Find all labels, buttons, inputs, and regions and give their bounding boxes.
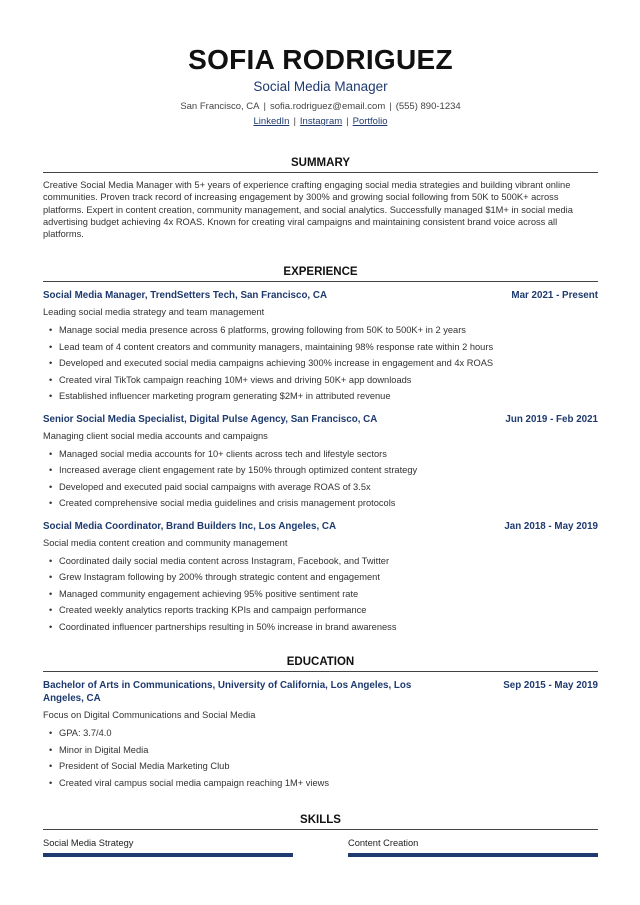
separator: | [346,116,349,127]
skill-bar [348,853,598,857]
section-title-experience: EXPERIENCE [43,265,598,282]
job-description: Social media content creation and community management [43,537,288,548]
bullet-item: • Developed and executed paid social campaigns with average ROAS of 3.5x [43,479,598,496]
education-header [43,679,598,705]
education-dates: Sep 2015 - May 2019 [503,680,598,692]
section-title-summary: SUMMARY [43,156,598,173]
skill-level-fill [348,853,598,857]
education-bullets [43,725,598,791]
summary-section [43,156,598,240]
job-header [43,289,598,302]
bullet-item: • Grew Instagram following by 200% through strategic content and engagement [43,569,598,586]
bullet-item: • President of Social Media Marketing Club [43,758,598,775]
job-bullets [43,553,598,636]
education-description: Focus on Digital Communications and Social Media [43,710,256,721]
skill-item [348,837,598,857]
bullet-item: • Managed community engagement achieving 95% positive sentiment rate [43,586,598,603]
bullet-item: • Increased average client engagement rate by 150% through optimized content strategy [43,462,598,479]
portfolio-link[interactable]: Portfolio [352,116,388,127]
job-description: Managing client social media accounts and campaigns [43,430,268,441]
bullet-item: • Manage social media presence across 6 platforms, growing following from 50K to 500K+ in 2 years [43,322,598,339]
job-entry [43,520,598,636]
bullet-item: • Created weekly analytics reports tracking KPIs and campaign performance [43,602,598,619]
skill-level-fill [43,853,293,857]
skill-item [43,837,293,857]
education-entry [43,679,598,791]
education-section [43,655,598,791]
contact-line [43,100,598,113]
bullet-item: • Created comprehensive social media guidelines and crisis management protocols [43,495,598,512]
profile-links [43,115,598,128]
skills-row [43,837,598,857]
job-description: Leading social media strategy and team management [43,307,265,318]
phone-text: (555) 890-1234 [395,101,461,112]
skills-section [43,813,598,857]
skill-bar [43,853,293,857]
bullet-item: • Managed social media accounts for 10+ clients across tech and lifestyle sectors [43,446,598,463]
bullet-item: • Created viral campus social media campaign reaching 1M+ views [43,775,598,792]
job-title: Senior Social Media Specialist, Digital Pulse Agency, San Francisco, CA [43,413,378,425]
location-text: San Francisco, CA [180,101,260,112]
separator: | [389,101,392,112]
job-bullets [43,322,598,405]
linkedin-link[interactable]: LinkedIn [253,116,290,127]
separator: | [263,101,266,112]
bullet-item: • Developed and executed social media campaigns achieving 300% increase in engagement and 4x ROAS [43,355,598,372]
separator: | [293,116,296,127]
job-header [43,413,598,426]
section-title-skills: SKILLS [43,813,598,830]
job-dates: Jun 2019 - Feb 2021 [505,413,598,425]
candidate-name: SOFIA RODRIGUEZ [188,44,453,75]
section-title-education: EDUCATION [43,655,598,672]
experience-section [43,265,598,635]
summary-text: Creative Social Media Manager with 5+ years of experience crafting engaging social media strategies and building vibrant online communities. Proven track record of increasing engagement by 300% and growing social following from 50K to 500K+ across platforms. Expert in content creation, community management, and social analytics. Successfully managed $1M+ in social media advertising budget achieving 4x ROAS. Known for creating viral campaigns and maintaining consistent brand voice across all platforms. [43,180,573,240]
job-title: Social Media Manager, TrendSetters Tech, San Francisco, CA [43,290,328,302]
job-dates: Mar 2021 - Present [511,290,598,302]
bullet-item: • Lead team of 4 content creators and community managers, maintaining 98% response rate within 2 hours [43,339,598,356]
instagram-link[interactable]: Instagram [299,116,343,127]
email-text[interactable]: sofia.rodriguez@email.com [269,101,386,112]
skill-name: Social Media Strategy [43,838,134,849]
job-dates: Jan 2018 - May 2019 [504,520,598,532]
resume-page [43,0,598,857]
job-entry [43,289,598,405]
bullet-item: • Created viral TikTok campaign reaching 10M+ views and driving 50K+ app downloads [43,372,598,389]
job-header [43,520,598,533]
degree-title: Bachelor of Arts in Communications, University of California, Los Angeles, Los Angeles, CA [43,680,412,705]
job-bullets [43,446,598,512]
bullet-item: • Coordinated influencer partnerships resulting in 50% increase in brand awareness [43,619,598,636]
candidate-role: Social Media Manager [253,79,388,94]
bullet-item: • Minor in Digital Media [43,742,598,759]
bullet-item: • Coordinated daily social media content across Instagram, Facebook, and Twitter [43,553,598,570]
skill-name: Content Creation [348,838,419,849]
job-entry [43,413,598,512]
bullet-item: • Established influencer marketing program generating $2M+ in attributed revenue [43,388,598,405]
bullet-item: • GPA: 3.7/4.0 [43,725,598,742]
job-title: Social Media Coordinator, Brand Builders Inc, Los Angeles, CA [43,520,337,532]
